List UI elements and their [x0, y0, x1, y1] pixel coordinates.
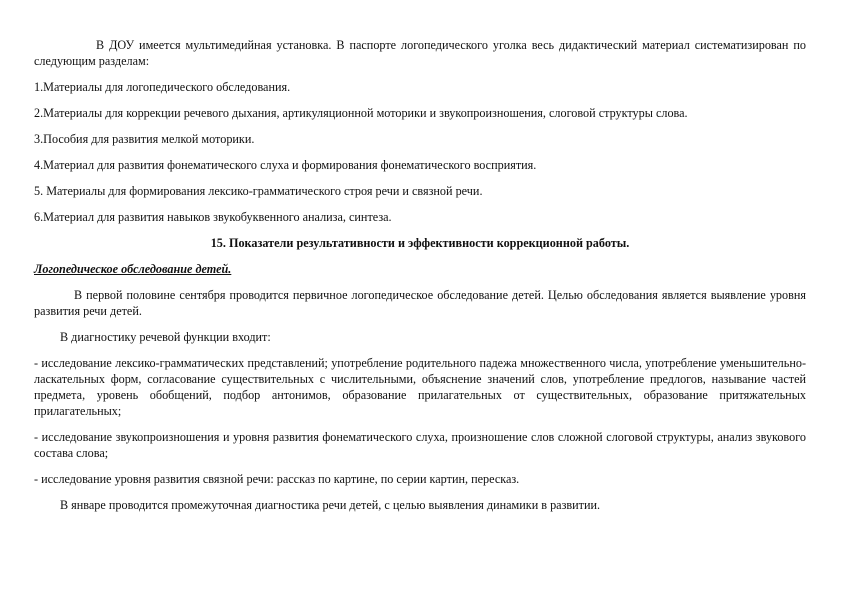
section-item-5: 5. Материалы для формирования лексико-грамматического строя речи и связной речи.: [34, 184, 483, 198]
diagnostic-item-lexical: - исследование лексико-грамматических представлений; употребление родительного падежа множественного числа, употребление уменьшительно-ласкательных форм, согласование существительных с числительными, объяснение значений слов, употребление предлогов, называние частей предмета, уровень обобщений, подбор антонимов, образование прилагательных от существительных, образование притяжательных прилагательных;: [34, 356, 806, 418]
september-paragraph: В первой половине сентября проводится первичное логопедическое обследование детей. Целью обследования является выявление уровня развития речи детей.: [34, 288, 806, 318]
section-item-4: 4.Материал для развития фонематического слуха и формирования фонематического восприятия.: [34, 158, 537, 172]
intro-paragraph: В ДОУ имеется мультимедийная установка. В паспорте логопедического уголка весь дидактический материал систематизирован по следующим разделам:: [34, 38, 806, 68]
diagnostic-item-phonetic: - исследование звукопроизношения и уровня развития фонематического слуха, произношение слов сложной слоговой структуры, анализ звукового состава слова;: [34, 430, 806, 460]
section-item-2: 2.Материалы для коррекции речевого дыхания, артикуляционной моторики и звукопроизношения, слоговой структуры слова.: [34, 106, 688, 120]
subheading: Логопедическое обследование детей.: [34, 262, 232, 276]
section-heading: 15. Показатели результативности и эффективности коррекционной работы.: [210, 236, 630, 250]
document-page: [34, 37, 806, 523]
january-paragraph: В январе проводится промежуточная диагностика речи детей, с целью выявления динамики в развитии.: [60, 498, 601, 512]
section-item-3: 3.Пособия для развития мелкой моторики.: [34, 132, 255, 146]
section-item-6: 6.Материал для развития навыков звукобуквенного анализа, синтеза.: [34, 210, 392, 224]
section-item-1: 1.Материалы для логопедического обследования.: [34, 80, 291, 94]
diagnostic-item-speech: - исследование уровня развития связной речи: рассказ по картине, по серии картин, пересказ.: [34, 472, 520, 486]
diagnostics-intro: В диагностику речевой функции входит:: [60, 330, 271, 344]
